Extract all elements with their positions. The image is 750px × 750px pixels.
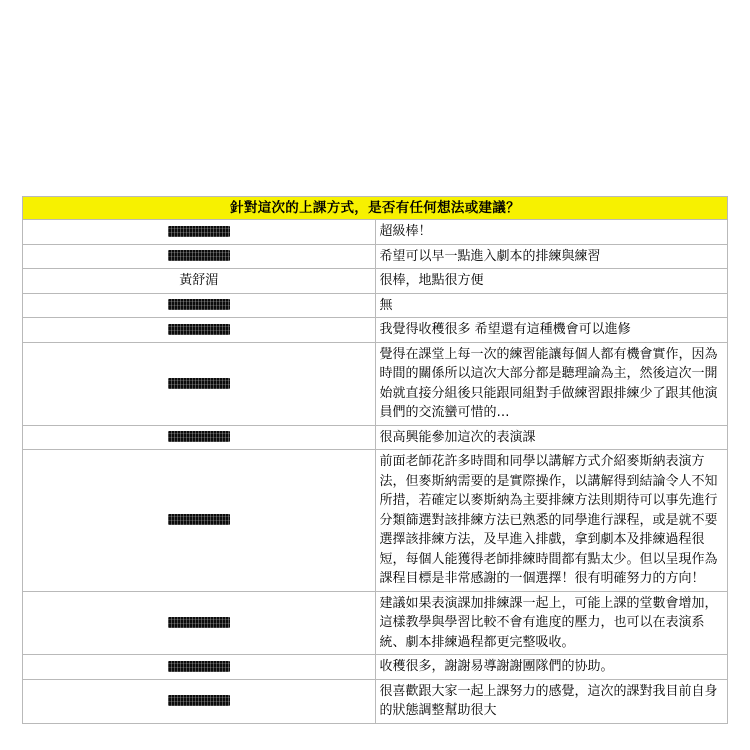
respondent-comment: 收穫很多，謝謝易導謝謝團隊們的协助。 <box>375 655 728 680</box>
redaction-bar <box>168 431 230 442</box>
survey-table-body <box>23 220 728 724</box>
table-row <box>23 244 728 269</box>
redaction-bar <box>168 514 230 525</box>
survey-question-header: 針對這次的上課方式，是否有任何想法或建議？ <box>23 197 728 220</box>
respondent-name-cell <box>23 591 376 655</box>
respondent-comment: 覺得在課堂上每一次的練習能讓每個人都有機會實作，因為時間的關係所以這次大部分都是聽理論為主，然後這次一開始就直接分組後只能跟同組對手做練習跟排練少了跟其他演員們的交流蠻可惜的… <box>375 342 728 425</box>
redaction-bar <box>168 695 230 706</box>
respondent-name-cell <box>23 425 376 450</box>
table-row <box>23 269 728 294</box>
table-row <box>23 655 728 680</box>
respondent-comment: 希望可以早一點進入劇本的排練與練習 <box>375 244 728 269</box>
respondent-name-cell <box>23 318 376 343</box>
respondent-name-cell <box>23 244 376 269</box>
respondent-name-cell <box>23 293 376 318</box>
table-row <box>23 342 728 425</box>
survey-table <box>22 196 728 724</box>
redaction-bar <box>168 226 230 237</box>
respondent-comment: 很喜歡跟大家一起上課努力的感覺，這次的課對我目前自身的狀態調整幫助很大 <box>375 679 728 723</box>
table-header-row <box>23 197 728 220</box>
respondent-name-cell <box>23 269 376 294</box>
table-row <box>23 220 728 245</box>
respondent-name: 黃舒湄 <box>179 272 219 288</box>
respondent-comment: 建議如果表演課加排練課一起上，可能上課的堂數會增加，這樣教學與學習比較不會有進度的壓力，也可以在表演系統、劇本排練過程都更完整吸收。 <box>375 591 728 655</box>
respondent-name-cell <box>23 342 376 425</box>
respondent-comment: 無 <box>375 293 728 318</box>
respondent-comment: 我覺得收穫很多 希望還有這種機會可以進修 <box>375 318 728 343</box>
table-row <box>23 293 728 318</box>
table-row <box>23 318 728 343</box>
redaction-bar <box>168 250 230 261</box>
respondent-comment: 很高興能參加這次的表演課 <box>375 425 728 450</box>
redaction-bar <box>168 617 230 628</box>
table-row <box>23 591 728 655</box>
respondent-comment: 超級棒！ <box>375 220 728 245</box>
respondent-name-cell <box>23 220 376 245</box>
redaction-bar <box>168 378 230 389</box>
redaction-bar <box>168 324 230 335</box>
table-row <box>23 679 728 723</box>
respondent-comment: 很棒，地點很方便 <box>375 269 728 294</box>
respondent-comment: 前面老師花許多時間和同學以講解方式介紹麥斯納表演方法，但麥斯納需要的是實際操作，以講解得到結論令人不知所措，若確定以麥斯納為主要排練方法則期待可以事先進行分類篩選對該排練方法已熟悉的同學進行課程，或是就不要選擇該排練方法，及早進入排戲，拿到劇本及排練過程很短，每個人能獲得老師排練時間都有點太少。但以呈現作為課程目標是非常感謝的一個選擇！很有明確努力的方向！ <box>375 450 728 592</box>
respondent-name-cell <box>23 450 376 592</box>
table-row <box>23 425 728 450</box>
respondent-name-cell <box>23 679 376 723</box>
redaction-bar <box>168 661 230 672</box>
redaction-bar <box>168 299 230 310</box>
respondent-name-cell <box>23 655 376 680</box>
survey-table-container <box>22 196 728 724</box>
table-row <box>23 450 728 592</box>
